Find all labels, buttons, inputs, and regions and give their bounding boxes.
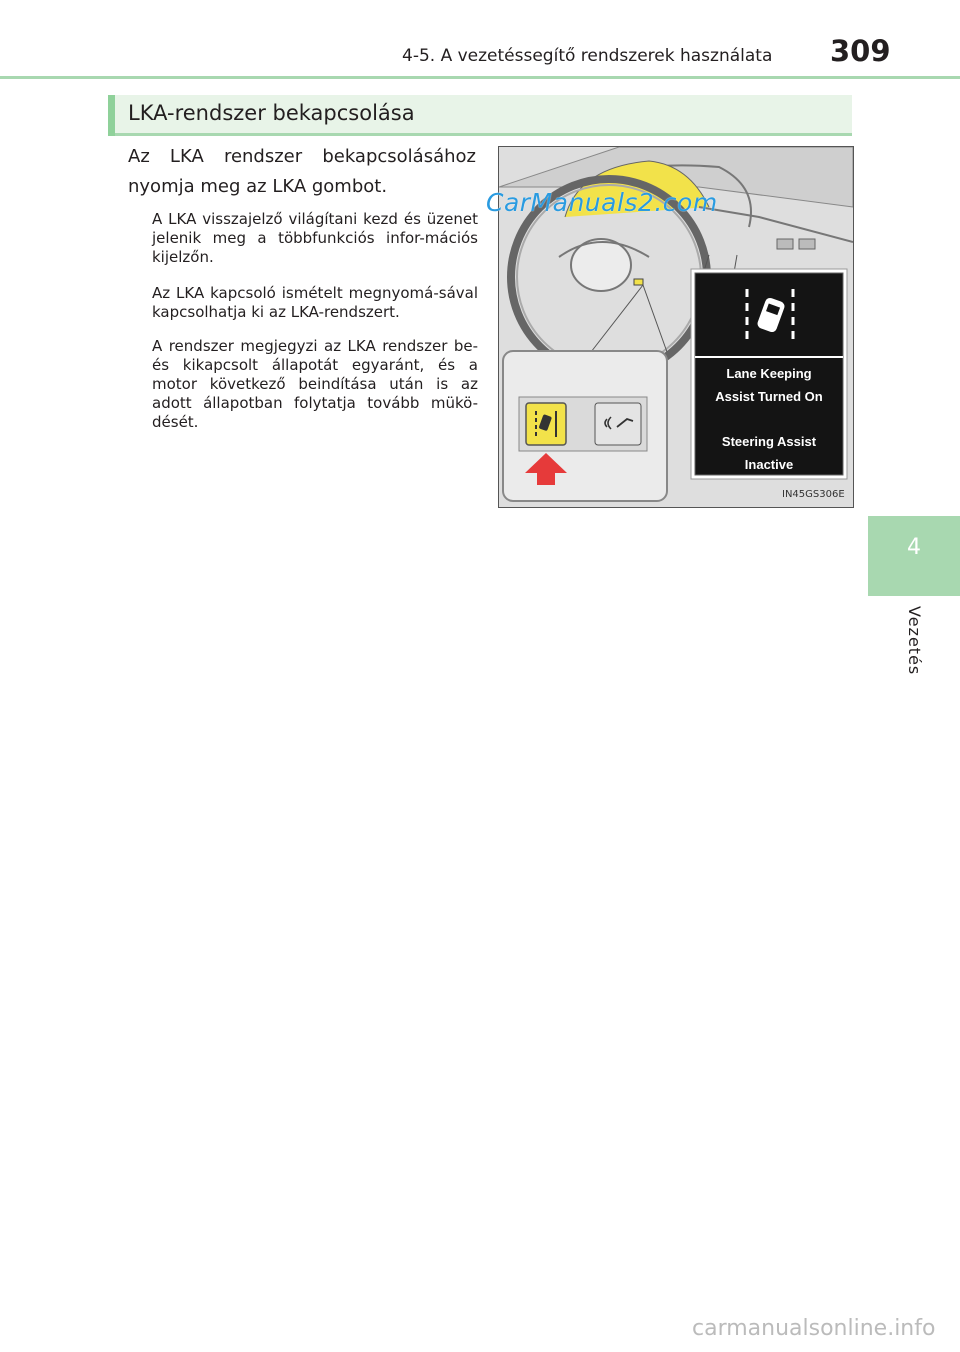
section-title: LKA-rendszer bekapcsolása <box>128 101 415 125</box>
page-number: 309 <box>830 34 891 68</box>
paragraph-memory: A rendszer megjegyzi az LKA rendszer be- és kikapcsolt állapotát egyaránt, és a motor következő beindítása után is az adott állapotban folytatja tovább mükö-dését. <box>152 337 478 431</box>
paragraph-switch-off: Az LKA kapcsoló ismételt megnyomá-sával kapcsolhatja ki az LKA-rendszert. <box>152 284 478 321</box>
display-message-line-3: Steering Assist <box>721 434 817 449</box>
chapter-label: Vezetés <box>905 606 924 676</box>
lka-switch-marker <box>634 279 643 285</box>
intro-text: Az LKA rendszer bekapcsolásához nyomja meg az LKA gombot. <box>128 146 476 197</box>
watermark: CarManuals2.com <box>486 188 718 217</box>
paragraph-indicator: A LKA visszajelző világítani kezd és üzenet jelenik meg a többfunkciós infor-mációs kijelzőn. <box>152 210 478 266</box>
footer-watermark: carmanualsonline.info <box>692 1316 936 1341</box>
header-rule <box>0 76 960 79</box>
display-message-line-1: Lane Keeping <box>726 366 812 381</box>
header-title: 4-5. A vezetéssegítő rendszerek használata <box>402 46 773 66</box>
figure-code: IN45GS306E <box>782 489 845 500</box>
steering-assist-button <box>595 403 641 445</box>
display-message-line-4: Inactive <box>744 457 794 472</box>
chapter-number: 4 <box>907 535 921 560</box>
section-bar-accent <box>108 95 115 136</box>
display-message-line-2: Assist Turned On <box>715 389 823 404</box>
